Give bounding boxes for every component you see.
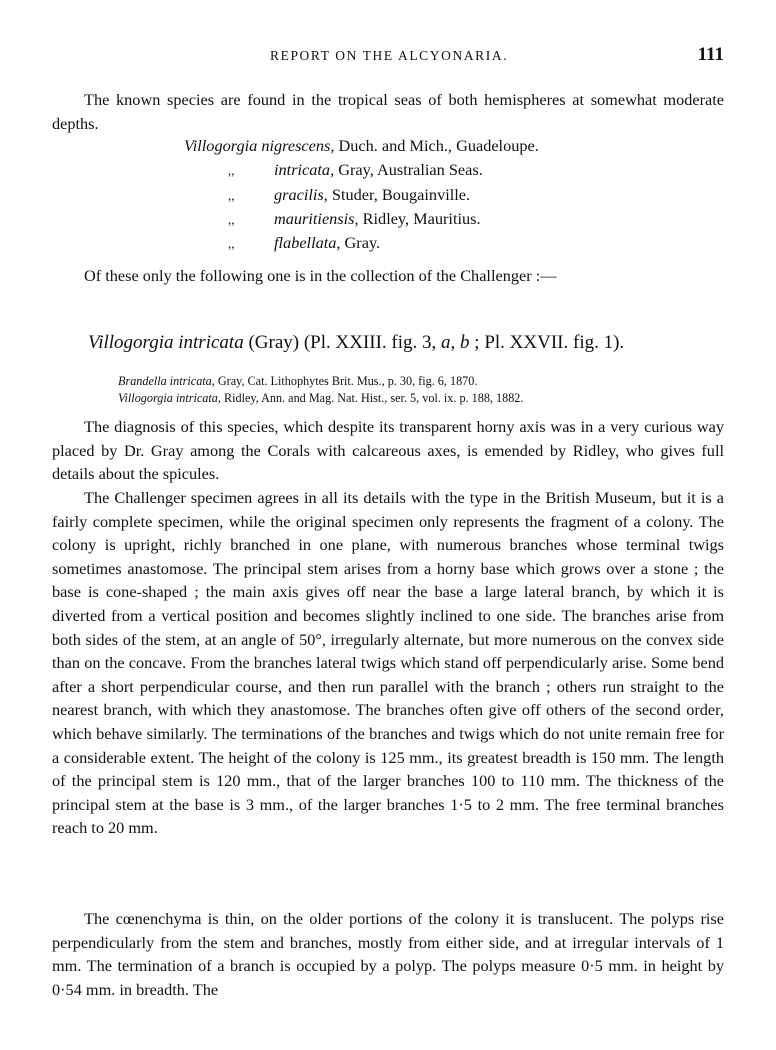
diagnosis-paragraph: The diagnosis of this species, which despite its transparent horny axis was in a very curious way placed by Dr. Gray among the Corals with calcareous axes, is emended by Ridley, who gives full details about the spicules. — [52, 417, 724, 484]
page-number: 111 — [697, 44, 724, 65]
species-details: Gray. — [340, 233, 381, 253]
ditto-mark: ,, — [228, 236, 235, 252]
species-details: Ridley, Mauritius. — [358, 208, 481, 228]
figure-part-a: a — [441, 332, 451, 353]
collection-note: Of these only the following one is in the collection of the Challenger :— — [84, 266, 557, 285]
synonym-reference: Ridley, Ann. and Mag. Nat. Hist., ser. 5, vol. ix. p. 188, 1882. — [220, 391, 524, 405]
synonym-reference: Gray, Cat. Lithophytes Brit. Mus., p. 30, fig. 6, 1870. — [214, 374, 478, 388]
ditto-mark: ,, — [228, 211, 235, 227]
species-details: Duch. and Mich., Guadeloupe. — [334, 136, 539, 155]
species-name: flabellata, — [274, 233, 341, 253]
species-name: intricata, — [274, 160, 335, 180]
species-list-item — [184, 134, 704, 158]
synonym-name: Brandella intricata, — [118, 374, 215, 388]
species-name: mauritiensis, — [274, 208, 359, 228]
species-details: Studer, Bougainville. — [327, 184, 471, 204]
species-heading-name: Villogorgia intricata — [88, 332, 244, 353]
species-name: Villogorgia nigrescens, — [184, 136, 335, 155]
ditto-mark: ,, — [228, 163, 235, 179]
species-list-item — [184, 231, 704, 255]
description-paragraph: The Challenger specimen agrees in all its details with the type in the British Museum, but it is a fairly complete specimen, while the original specimen only represents the fragment of a colony. The colony is upright, richly branched in one plane, with numerous branches whose terminal twigs sometimes anastomose. The principal stem arises from a horny base which grows over a stone ; the base is cone-shaped ; the main axis gives off near the base a large lateral branch, by which it is diverted from a vertical position and becomes slightly inclined to one side. The branches arise from both sides of the stem, at an angle of 50°, irregularly alternate, but more numerous on the convex side than on the concave. From the branches lateral twigs which stand off perpendicularly arise. Some bend after a short perpendicular course, and then run parallel with the branch ; others run straight to the nearest branch, with which they anastomose. The branches often give off others of the second order, which behave similarly. The terminations of the branches and twigs which do not unite remain free for a considerable extent. The height of the colony is 125 mm., its greatest breadth is 150 mm. The length of the principal stem is 120 mm., that of the larger branches 100 to 110 mm. The thickness of the principal stem at the base is 3 mm., of the larger branches 1·5 to 2 mm. The free terminal branches reach to 20 mm. — [52, 488, 724, 838]
coenenchyma-paragraph: The cœnenchyma is thin, on the older portions of the colony it is translucent. The polyps rise perpendicularly from the stem and branches, mostly from either side, and at irregular intervals of 1 mm. The termination of a branch is occupied by a polyp. The polyps measure 0·5 mm. in height by 0·54 mm. in breadth. The — [52, 909, 724, 999]
species-list — [184, 134, 704, 255]
species-heading-plates: ; Pl. XXVII. fig. 1). — [469, 332, 625, 353]
species-heading — [88, 332, 728, 354]
synonym-entry — [118, 390, 738, 407]
synonym-entry — [118, 373, 738, 390]
species-name: gracilis, — [274, 184, 328, 204]
species-list-item — [184, 183, 704, 207]
synonym-name: Villogorgia intricata, — [118, 391, 221, 405]
intro-paragraph: The known species are found in the tropical seas of both hemispheres at somewhat moderate depths. — [52, 90, 724, 133]
species-details: Gray, Australian Seas. — [334, 160, 483, 180]
page-header — [0, 44, 776, 68]
running-title: REPORT ON THE ALCYONARIA. — [270, 48, 509, 63]
figure-separator: , — [450, 332, 461, 353]
synonymy-list — [118, 373, 738, 407]
ditto-mark: ,, — [228, 187, 235, 203]
species-list-item — [184, 158, 704, 182]
species-list-item — [184, 207, 704, 231]
figure-part-b: b — [460, 332, 470, 353]
species-heading-author: (Gray) (Pl. XXIII. fig. 3, — [243, 332, 442, 353]
